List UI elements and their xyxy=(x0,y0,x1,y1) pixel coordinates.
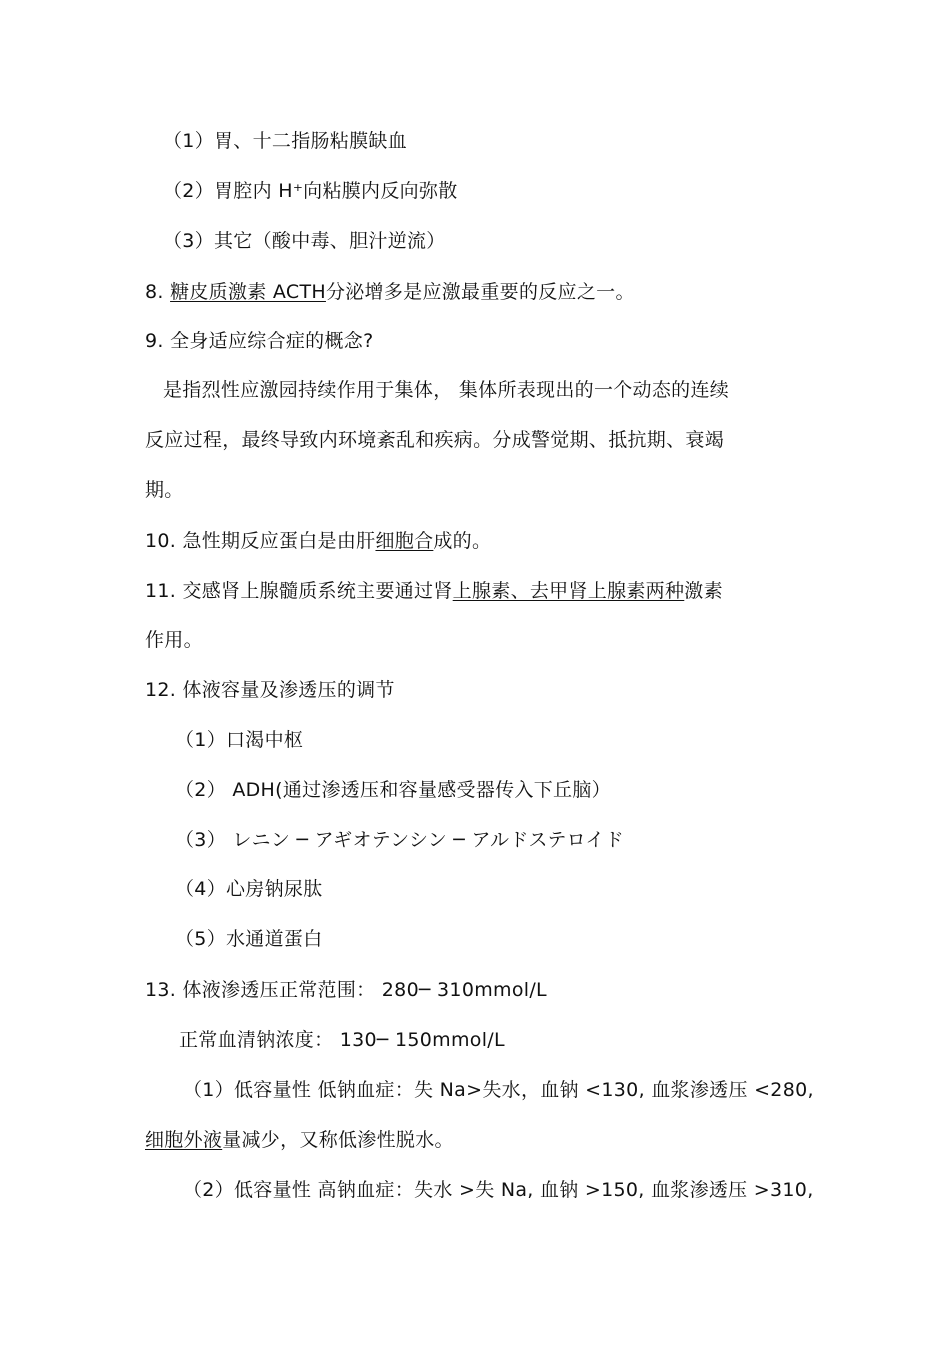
point-13-item-2-line-1: （2）低容量性 高钠血症：失水 >失 Na, 血钠 >150, 血浆渗透压 >310, xyxy=(183,1179,814,1201)
point-11-underlined: 上腺素、去甲肾上腺素两种 xyxy=(452,580,685,602)
point-10-underlined: 细胞合 xyxy=(375,530,434,552)
point-11-rest: 激素 xyxy=(684,580,723,602)
point-10 xyxy=(145,528,491,554)
point-9-answer-line-1: 是指烈性应激园持续作用于集体， 集体所表现出的一个动态的连续 xyxy=(163,379,730,401)
point-9-answer-line-3: 期。 xyxy=(145,479,184,501)
point-12: 12. 体液容量及渗透压的调节 xyxy=(145,679,395,701)
item-1-gastric-ischemia: （1）胃、十二指肠粘膜缺血 xyxy=(163,130,407,152)
point-12-item-2: （2） ADH(通过渗透压和容量感受器传入下丘脑） xyxy=(175,779,611,801)
point-13-item-1-line-1: （1）低容量性 低钠血症：失 Na>失水，血钠 <130, 血浆渗透压 <280, xyxy=(183,1079,814,1101)
point-12-item-1: （1）口渴中枢 xyxy=(175,729,304,751)
point-13-item-1-line-2 xyxy=(145,1127,454,1153)
point-12-item-5: （5）水通道蛋白 xyxy=(175,928,323,950)
point-10-rest: 成的。 xyxy=(433,530,492,552)
point-9: 9. 全身适应综合症的概念? xyxy=(145,330,374,352)
point-8-underlined: 糖皮质激素 ACTH xyxy=(170,281,326,303)
point-12-item-3: （3） レニン ─ アギオテンシン ─ アルドステロイド xyxy=(175,829,625,851)
point-9-answer-line-2: 反应过程，最终导致内环境紊乱和疾病。分成警觉期、抵抗期、衰竭 xyxy=(145,429,725,451)
item-2-h-ion-back-diffusion: （2）胃腔内 H⁺向粘膜内反向弥散 xyxy=(163,180,458,202)
point-11-line-2: 作用。 xyxy=(145,629,203,651)
point-11-text: 11. 交感肾上腺髓质系统主要通过肾 xyxy=(145,580,453,602)
point-13-item-1-rest: 量减少，又称低渗性脱水。 xyxy=(222,1129,454,1151)
point-8-rest: 分泌增多是应激最重要的反应之一。 xyxy=(325,281,635,303)
point-13-underlined: 细胞外液 xyxy=(145,1129,223,1151)
point-12-item-4: （4）心房钠尿肽 xyxy=(175,878,323,900)
point-10-text: 10. 急性期反应蛋白是由肝 xyxy=(145,530,376,552)
point-13-serum-sodium: 正常血清钠浓度： 130─ 150mmol/L xyxy=(179,1029,505,1051)
point-13: 13. 体液渗透压正常范围： 280─ 310mmol/L xyxy=(145,979,547,1001)
item-3-others: （3）其它（酸中毒、胆汁逆流） xyxy=(163,230,446,252)
point-11 xyxy=(145,578,723,604)
point-8-number: 8. xyxy=(145,281,171,303)
point-8 xyxy=(145,279,635,305)
